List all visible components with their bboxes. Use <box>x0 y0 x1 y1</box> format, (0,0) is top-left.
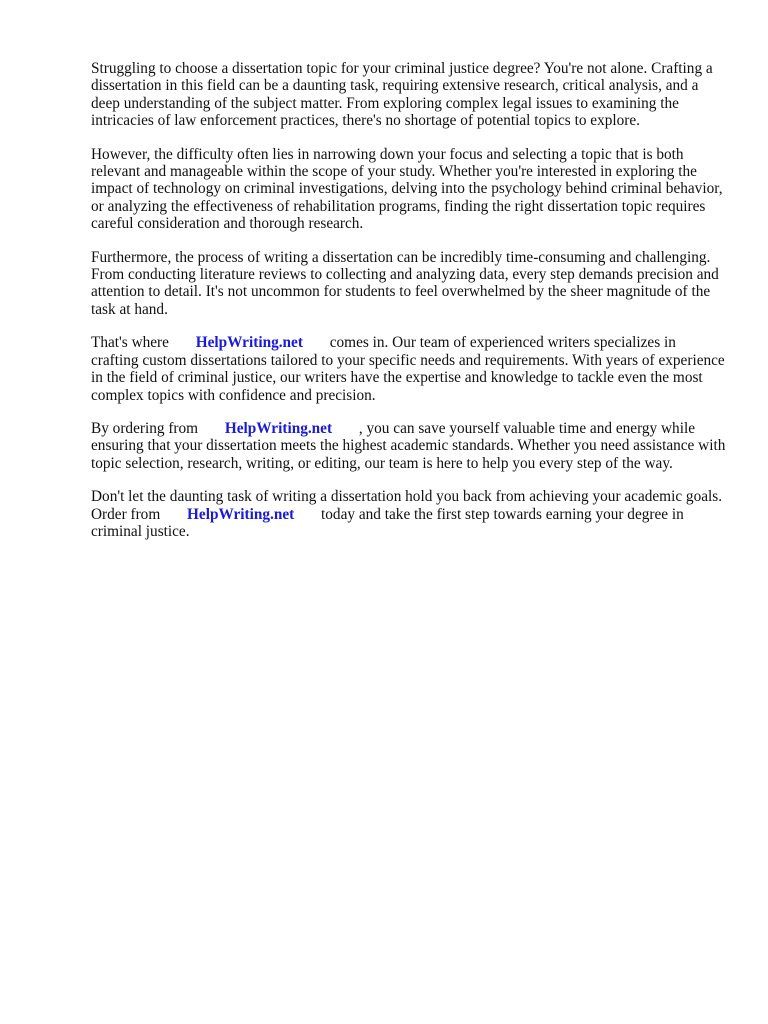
paragraph-ordering-rest: , you can save yourself valuable time and energy while ensuring that your dissertation meets the highest academic standards. Whether you need assistance with topic selection, research, writing, or editing, our team is here to help you every step of the way. <box>91 419 726 472</box>
paragraph-closing-rest: today and take the first step towards earning your degree in criminal justice. <box>91 505 684 540</box>
paragraph-service-lead: That's where <box>91 334 169 352</box>
paragraph-ordering-lead: By ordering from <box>91 419 199 437</box>
paragraph-difficulty: However, the difficulty often lies in narrowing down your focus and selecting a topic that is both relevant and manageable within the scope of your study. Whether you're interested in exploring the impact of technology on criminal investigations, delving into the psychology behind criminal behavior, or analyzing the effectiveness of rehabilitation programs, finding the right dissertation topic requires careful consideration and thorough research. <box>91 145 723 233</box>
paragraph-service <box>91 334 727 404</box>
helpwriting-link[interactable]: HelpWriting.net <box>187 505 295 523</box>
paragraph-closing-lead: Don't let the daunting task of writing a dissertation hold you back from achieving your academic goals. Order from <box>91 488 723 523</box>
helpwriting-link[interactable]: HelpWriting.net <box>224 419 333 437</box>
document-page <box>91 60 727 556</box>
paragraph-process: Furthermore, the process of writing a dissertation can be incredibly time-consuming and challenging. From conducting literature reviews to collecting and analyzing data, every step demands precision and attention to detail. It's not uncommon for students to feel overwhelmed by the sheer magnitude of the task at hand. <box>91 248 719 318</box>
helpwriting-link[interactable]: HelpWriting.net <box>195 334 303 352</box>
paragraph-intro: Struggling to choose a dissertation topic for your criminal justice degree? You're not alone. Crafting a dissertation in this field can be a daunting task, requiring extensive research, critical analysis, and a deep understanding of the subject matter. From exploring complex legal issues to examining the intricacies of law enforcement practices, there's no shortage of potential topics to explore. <box>91 60 713 130</box>
paragraph-closing <box>91 488 727 540</box>
paragraph-service-rest: comes in. Our team of experienced writers specializes in crafting custom dissertations tailored to your specific needs and requirements. With years of experience in the field of criminal justice, our writers have the expertise and knowledge to tackle even the most complex topics with confidence and precision. <box>91 334 725 404</box>
paragraph-ordering <box>91 420 727 472</box>
